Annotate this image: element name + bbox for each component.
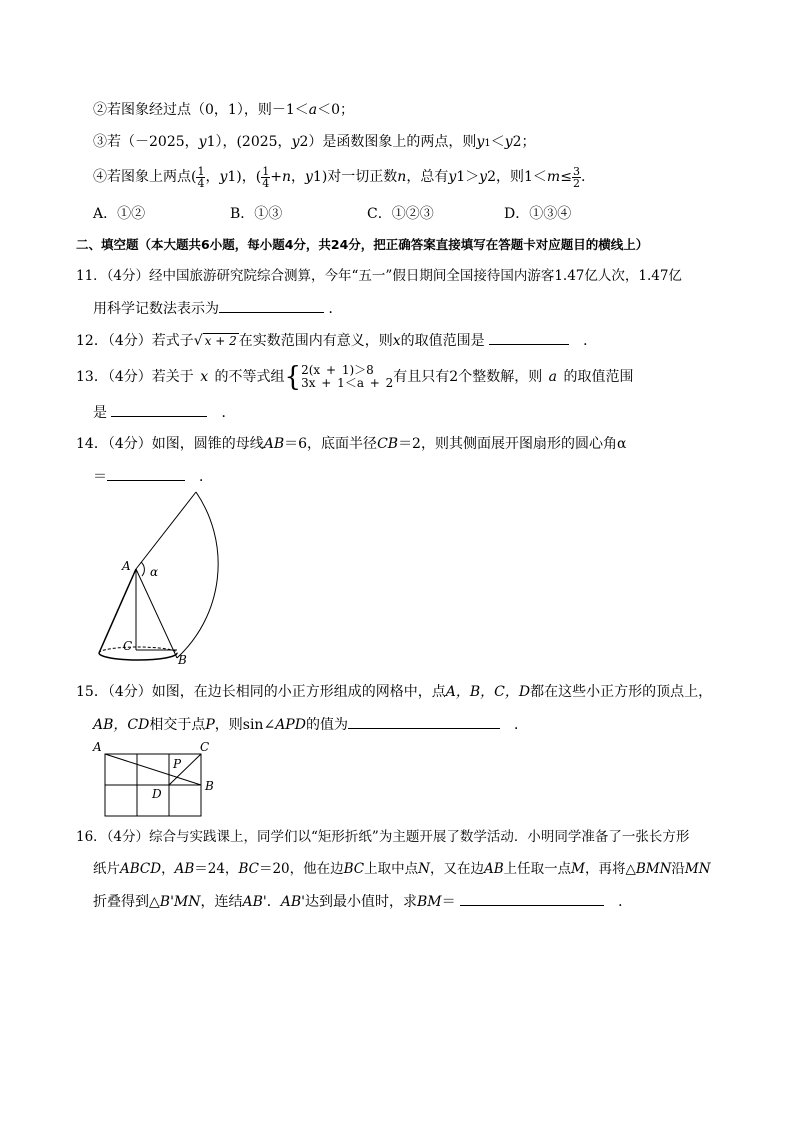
text: 达到最小值时，求 bbox=[305, 894, 418, 910]
answer-blank[interactable] bbox=[348, 714, 500, 729]
text: ， bbox=[205, 169, 220, 185]
var: y bbox=[476, 134, 485, 150]
sector-arc bbox=[177, 492, 218, 658]
text: 有且只有2个整数解，则 bbox=[393, 369, 543, 385]
q12: 12．（4分）若式子√ x + 2 在实数范围内有意义，则x的取值范围是 ． bbox=[76, 330, 597, 351]
var: AB bbox=[483, 861, 504, 877]
text: 14．（4分）如图，圆锥的母线 bbox=[76, 436, 264, 452]
label-b: B bbox=[178, 653, 187, 667]
var: y bbox=[291, 134, 300, 150]
q15-line2 bbox=[93, 714, 528, 735]
text: 1），(2025， bbox=[206, 134, 292, 150]
var: y bbox=[219, 169, 228, 185]
text: ． bbox=[199, 469, 213, 485]
var: P bbox=[205, 717, 215, 733]
text: ＝2，则其侧面展开图扇形的圆心角α bbox=[398, 436, 627, 452]
text: + bbox=[270, 169, 282, 185]
q10-choice-d: D．①③④ bbox=[504, 206, 572, 222]
label-alpha: α bbox=[150, 565, 159, 579]
text: ． bbox=[266, 894, 281, 910]
q11-line2 bbox=[93, 298, 342, 319]
var: APD bbox=[275, 717, 306, 733]
text: 2，则1＜ bbox=[487, 169, 547, 185]
answer-blank[interactable] bbox=[460, 891, 604, 906]
var: CB bbox=[377, 436, 399, 452]
var: n bbox=[281, 169, 291, 185]
text: 的取值范围 bbox=[563, 369, 634, 385]
text: ④若图象上两点( bbox=[93, 169, 197, 185]
text: ＝ bbox=[93, 469, 107, 485]
q14-line2 bbox=[93, 466, 213, 487]
var: BC bbox=[343, 861, 365, 877]
text: 上任取一点 bbox=[503, 861, 572, 877]
section-title: 二、填空题（本大题共6小题，每小题4分，共24分，把正确答案直接填写在答题卡对应题目的横线上） bbox=[76, 237, 649, 252]
var: AB' bbox=[280, 894, 306, 910]
var: M bbox=[571, 861, 585, 877]
var: AB bbox=[263, 436, 285, 452]
cone-figure bbox=[92, 490, 262, 675]
text: ＜ bbox=[490, 134, 505, 150]
text: 1)，( bbox=[227, 169, 262, 185]
text: 15．（4分）如图，在边长相同的小正方形组成的网格中，点 bbox=[76, 684, 446, 700]
label-c: C bbox=[123, 639, 133, 653]
var: AB' bbox=[242, 894, 267, 910]
q16-line3 bbox=[93, 891, 632, 912]
text: 用科学记数法表示为 bbox=[93, 301, 219, 317]
var: BM bbox=[417, 894, 442, 910]
var: a bbox=[548, 369, 558, 385]
var: ABCD bbox=[120, 861, 162, 877]
answer-blank[interactable] bbox=[107, 466, 185, 481]
alpha-arc bbox=[141, 562, 144, 576]
text: 都在这些小正方形的顶点上， bbox=[530, 684, 713, 700]
fraction: $\frac{3}{2}$ bbox=[572, 164, 580, 190]
label-a: A bbox=[93, 740, 102, 754]
var: AB bbox=[174, 861, 195, 877]
label-b: B bbox=[205, 779, 214, 793]
text: 相交于点 bbox=[149, 717, 206, 733]
text: 2； bbox=[512, 134, 536, 150]
text: ，总有 bbox=[406, 169, 449, 185]
text: ②若图象经过点（0，1），则－1＜ bbox=[93, 102, 309, 118]
vars: A，B，C，D bbox=[445, 684, 531, 700]
var: y bbox=[305, 169, 313, 185]
q14-line1 bbox=[76, 434, 626, 454]
label-p: P bbox=[173, 757, 182, 771]
text: 沿 bbox=[671, 861, 685, 877]
var: N bbox=[418, 861, 430, 877]
q13-line2 bbox=[93, 402, 235, 423]
text: 在实数范围内有意义，则 bbox=[238, 333, 393, 349]
text: ． bbox=[583, 333, 598, 349]
q15-line1 bbox=[76, 682, 712, 702]
var: MN bbox=[684, 861, 711, 877]
q10-choice-b: B．①③ bbox=[230, 206, 283, 222]
q10-option-4 bbox=[93, 162, 585, 192]
var: BC bbox=[238, 861, 259, 877]
text: ，又在边 bbox=[429, 861, 484, 877]
text: ，再将△ bbox=[584, 861, 636, 877]
system: 2(x + 1)＞8 3x + 1＜a + 2 bbox=[301, 363, 394, 390]
label-a: A bbox=[122, 559, 131, 573]
answer-blank[interactable] bbox=[219, 298, 324, 313]
text: 13．（4分）若关于 bbox=[76, 369, 194, 385]
text: 纸片 bbox=[93, 861, 120, 877]
var: x bbox=[392, 333, 401, 349]
label-d: D bbox=[152, 787, 162, 801]
fraction: $\frac{1}{4}$ bbox=[197, 164, 205, 190]
q10-choice-c: C．①②③ bbox=[367, 206, 434, 222]
vars: AB，CD bbox=[93, 717, 150, 733]
grid-figure bbox=[92, 738, 222, 818]
answer-blank[interactable] bbox=[111, 402, 207, 417]
fraction: $\frac{1}{4}$ bbox=[262, 164, 270, 190]
q10-option-3: ③若（－2025，y1），(2025，y2）是函数图象上的两点，则y1＜y2； bbox=[93, 134, 536, 150]
label-c: C bbox=[200, 740, 210, 754]
text: ． bbox=[618, 894, 633, 910]
var: a bbox=[308, 102, 318, 118]
text: ． bbox=[221, 405, 236, 421]
text: ， bbox=[161, 861, 175, 877]
text: 12．（4分）若式子 bbox=[76, 333, 194, 349]
var: BMN bbox=[635, 861, 672, 877]
text: 的值为 bbox=[305, 717, 348, 733]
slant-ab bbox=[136, 569, 177, 658]
text: ＝24， bbox=[194, 861, 239, 877]
radicand: x + 2 bbox=[204, 334, 237, 348]
var: y bbox=[448, 169, 457, 185]
var: y bbox=[198, 134, 207, 150]
text: ，连结 bbox=[200, 894, 243, 910]
text: 是 bbox=[93, 405, 107, 421]
q13-line1 bbox=[76, 362, 633, 392]
text: ＝20，他在边 bbox=[258, 861, 344, 877]
base-front bbox=[99, 653, 177, 660]
text: 的不等式组 bbox=[214, 369, 285, 385]
var: B'MN bbox=[159, 894, 201, 910]
var: n bbox=[397, 169, 407, 185]
text: 1)对一切正数 bbox=[312, 169, 398, 185]
text: ， bbox=[291, 169, 305, 185]
q10-option-2 bbox=[93, 100, 354, 120]
text: 折叠得到△ bbox=[93, 894, 160, 910]
segment-ab bbox=[105, 754, 201, 785]
q16-line2 bbox=[93, 859, 711, 879]
text: ＜0； bbox=[317, 102, 355, 118]
text: 上取中点 bbox=[364, 861, 419, 877]
text: . bbox=[580, 169, 586, 185]
text: ＝ bbox=[441, 894, 456, 910]
var: x bbox=[200, 369, 209, 385]
q11-line1: 11．（4分）经中国旅游研究院综合测算，今年“五一”假日期间全国接待国内游客1.47亿人次，1.47亿 bbox=[76, 268, 682, 284]
sector-edge bbox=[136, 492, 196, 569]
q16-line1: 16．（4分）综合与实践课上，同学们以“矩形折纸”为主题开展了数学活动．小明同学准备了一张长方形 bbox=[76, 829, 690, 845]
text: 2）是函数图象上的两点，则 bbox=[299, 134, 477, 150]
text: ，则sin∠ bbox=[214, 717, 276, 733]
var: y bbox=[504, 134, 513, 150]
answer-blank[interactable] bbox=[489, 330, 569, 345]
text: ＝6，底面半径 bbox=[284, 436, 378, 452]
text: ③若（－2025， bbox=[93, 134, 199, 150]
var: m bbox=[546, 169, 561, 185]
q10-choice-a: A．①② bbox=[93, 206, 146, 222]
text: 的取值范围是 bbox=[400, 333, 485, 349]
text: ． bbox=[328, 301, 343, 317]
text: ≤ bbox=[560, 169, 572, 185]
text: ． bbox=[513, 717, 528, 733]
var: y bbox=[479, 169, 488, 185]
brace: { bbox=[284, 361, 302, 393]
text: 1＞ bbox=[456, 169, 480, 185]
